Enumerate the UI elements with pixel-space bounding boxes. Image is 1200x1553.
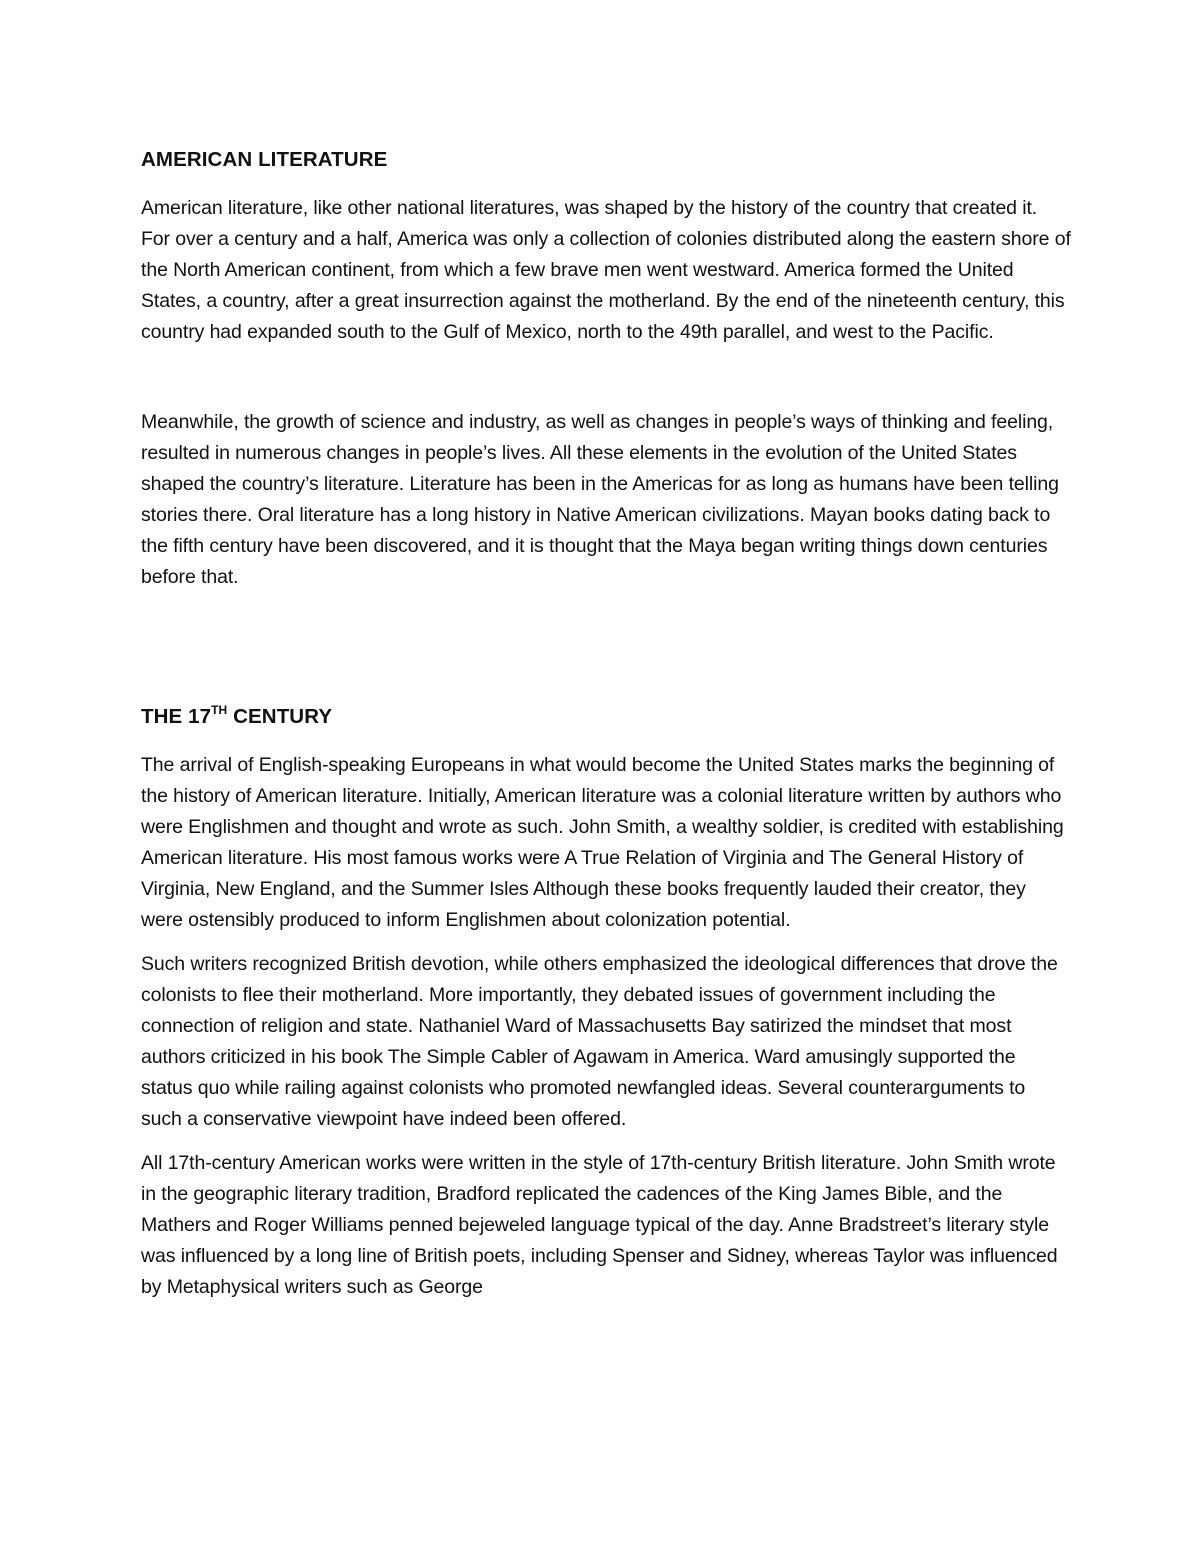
paragraph-intro: American literature, like other national literatures, was shaped by the history of the country that created it. For over a century and a half, America was only a collection of colonies distributed along the eastern shore of the North American continent, from which a few brave men went westward. America formed the United States, a country, after a great insurrection against the motherland. By the end of the nineteenth century, this country had expanded south to the Gulf of Mexico, north to the 49th parallel, and west to the Pacific. [141,197,1071,343]
heading-superscript: TH [211,703,228,717]
document-body [141,144,1071,1303]
paragraph-arrival: The arrival of English-speaking Europeans in what would become the United States marks the beginning of the history of American literature. Initially, American literature was a colonial literature written by authors who were Englishmen and thought and wrote as such. John Smith, a wealthy soldier, is credited with establishing American literature. His most famous works were A True Relation of Virginia and The General History of Virginia, New England, and the Summer Isles Although these books frequently lauded their creator, they were ostensibly produced to inform Englishmen about colonization potential. [141,754,1064,931]
heading-prefix: THE 17 [141,705,212,728]
paragraph-style: All 17th-century American works were written in the style of 17th-century British literature. John Smith wrote in the geographic literary tradition, Bradford replicated the cadences of the King James Bible, and the Mathers and Roger Williams penned bejeweled language typical of the day. Anne Bradstreet’s literary style was influenced by a long line of British poets, including Spenser and Sidney, whereas Taylor was influenced by Metaphysical writers such as George [141,1152,1058,1298]
section-heading-17th-century [141,701,1071,733]
heading-suffix: CENTURY [227,705,333,728]
section-heading-american-literature: AMERICAN LITERATURE [141,148,388,171]
paragraph-writers: Such writers recognized British devotion, while others emphasized the ideological differences that drove the colonists to flee their motherland. More importantly, they debated issues of government including the connection of religion and state. Nathaniel Ward of Massachusetts Bay satirized the mindset that most authors criticized in his book The Simple Cabler of Agawam in America. Ward amusingly supported the status quo while railing against colonists who promoted newfangled ideas. Several counterarguments to such a conservative viewpoint have indeed been offered. [141,953,1058,1130]
paragraph-meanwhile: Meanwhile, the growth of science and industry, as well as changes in people’s ways of thinking and feeling, resulted in numerous changes in people’s lives. All these elements in the evolution of the United States shaped the country’s literature. Literature has been in the Americas for as long as humans have been telling stories there. Oral literature has a long history in Native American civilizations. Mayan books dating back to the fifth century have been discovered, and it is thought that the Maya began writing things down centuries before that. [141,411,1059,588]
